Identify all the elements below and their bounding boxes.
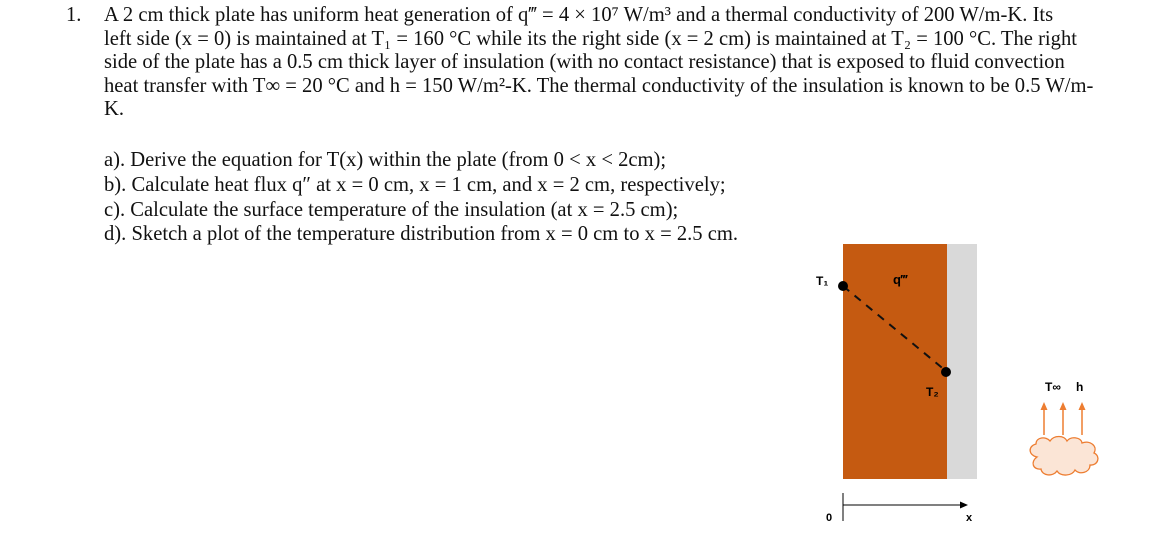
t2-point — [941, 367, 951, 377]
problem-line-3: side of the plate has a 0.5 cm thick layer of insulation (with no contact resistance) that is exposed to fluid convection — [104, 51, 1065, 74]
tinf-label: T∞ — [1045, 380, 1061, 394]
problem-line-5: K. — [104, 98, 125, 121]
q-label: q‴ — [893, 272, 908, 287]
x-axis-arrowhead — [960, 502, 968, 509]
fluid-cloud-icon — [1030, 437, 1098, 476]
x-label: x — [966, 512, 973, 524]
convection-arrows — [1041, 402, 1086, 435]
part-d: d). Sketch a plot of the temperature distribution from x = 0 cm to x = 2.5 cm. — [104, 223, 739, 246]
problem-line-4: heat transfer with T∞ = 20 °C and h = 150 W/m²-K. The thermal conductivity of the insulation is known to be 0.5 W/m- — [104, 74, 1094, 97]
part-b: b). Calculate heat flux q″ at x = 0 cm, x = 1 cm, and x = 2 cm, respectively; — [104, 173, 726, 196]
problem-line-1: A 2 cm thick plate has uniform heat generation of q‴ = 4 × 10⁷ W/m³ and a thermal conductivity of 200 W/m-K. Its — [104, 4, 1054, 26]
arrow-up-2-head — [1060, 402, 1067, 410]
problem-number: 1. — [66, 4, 82, 26]
t1-point — [838, 281, 848, 291]
origin-label: 0 — [826, 512, 833, 524]
part-a: a). Derive the equation for T(x) within the plate (from 0 < x < 2cm); — [104, 149, 667, 171]
t2-label: T₂ — [926, 385, 939, 399]
t1-label: T₁ — [816, 274, 829, 288]
h-label: h — [1076, 380, 1084, 394]
arrow-up-1-head — [1041, 402, 1048, 410]
problem-line-2: left side (x = 0) is maintained at T₁ = 160 °C while its the right side (x = 2 cm) is maintained at T₂ = 100 °C. The right — [104, 27, 1077, 50]
arrow-up-3-head — [1079, 402, 1086, 410]
part-c: c). Calculate the surface temperature of the insulation (at x = 2.5 cm); — [104, 198, 679, 221]
insulation-layer — [946, 244, 977, 479]
